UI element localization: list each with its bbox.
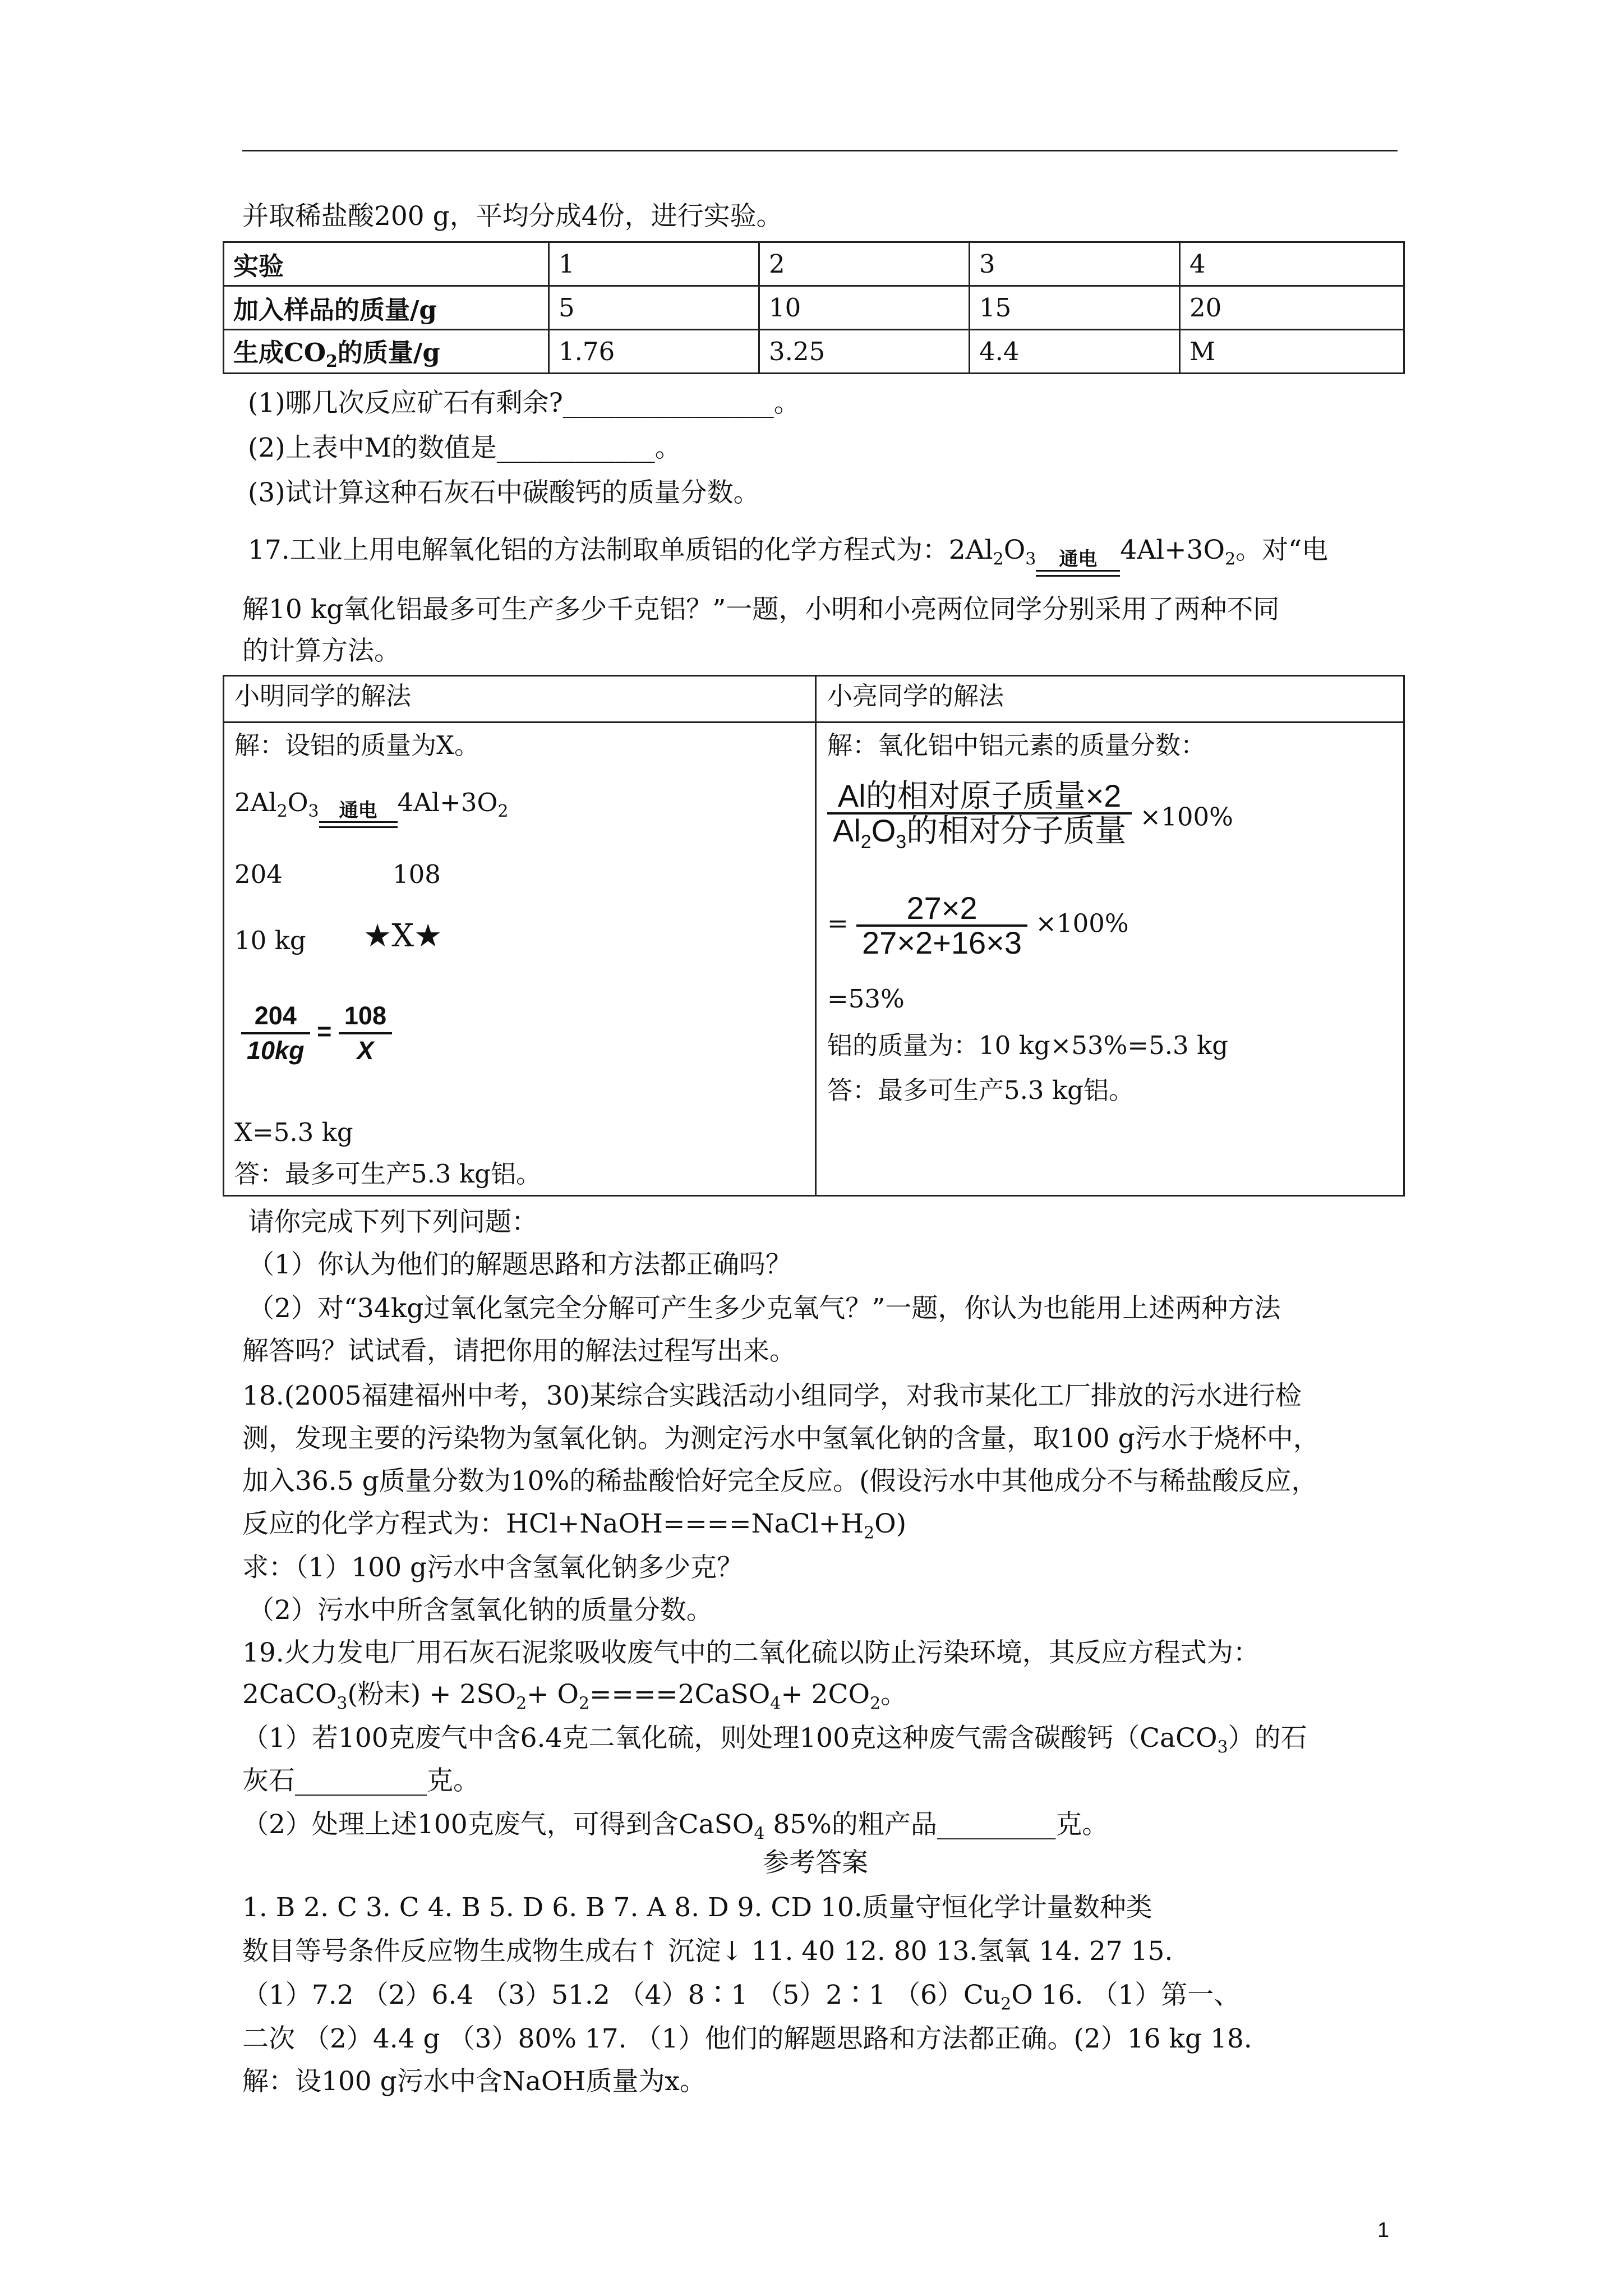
q16-line: (2)上表中M的数值是____________。 — [248, 432, 681, 463]
xiaoliang-result: =53% — [827, 984, 905, 1014]
table-cell: 15 — [970, 286, 1180, 330]
xiaoming-mass: 204 — [234, 859, 283, 889]
table-cell: 5 — [549, 286, 759, 330]
q18-line: 测，发现主要的污染物为氢氧化钠。为测定污水中氢氧化钠的含量，取100 g污水于烧杯中， — [242, 1423, 1320, 1454]
table-cell: M — [1180, 330, 1404, 374]
q17-after-line: 解答吗？试试看，请把你用的解法过程写出来。 — [242, 1336, 796, 1366]
q16-line: (1)哪几次反应矿石有剩余?________________。 — [248, 388, 800, 418]
q18-after-line: （2）污水中所含氢氧化钠的质量分数。 — [248, 1595, 713, 1626]
table-row — [224, 330, 1404, 374]
q18-after-line: 求：（1）100 g污水中含氢氧化钠多少克？ — [242, 1552, 744, 1583]
xiaoming-mass: 108 — [393, 859, 441, 889]
q18-line: 加入36.5 g质量分数为10%的稀盐酸恰好完全反应。(假设污水中其他成分不与稀盐酸反应， — [242, 1466, 1318, 1497]
q19-line: 灰石__________克。 — [242, 1765, 479, 1796]
solution-header-right: 小亮同学的解法 — [827, 681, 1004, 711]
q18-equation: 反应的化学方程式为：$HCl+NaOH====NaCl+H_2O$) — [242, 1508, 907, 1543]
table-cell: 10 — [759, 286, 970, 330]
reaction-arrow: 通电 — [1036, 549, 1120, 577]
table-cell: 加入样品的质量/g — [224, 286, 549, 330]
table-cell: 生成$CO_2$的质量/g — [224, 330, 549, 374]
xiaoliang-fraction1: $\frac{\text{Al的相对原子质量×2}}{Al_2O_3的相对分子质量}$ ×100% — [827, 780, 1233, 858]
q18-line: 18.(2005福建福州中考，30)某综合实践活动小组同学，对我市某化工厂排放的污水进行检 — [242, 1381, 1302, 1411]
xiaoliang-answer: 答：最多可生产5.3 kg铝。 — [827, 1075, 1134, 1105]
table-cell: 20 — [1180, 286, 1404, 330]
table-cell: 1.76 — [549, 330, 759, 374]
xiaoming-unknown: ★X★ — [363, 918, 442, 954]
xiaoming-proportion: $\frac{204}{10kg}$ = $\frac{108}{X}$ — [241, 1000, 392, 1067]
q19-equation: 2CaCO$_3$(粉末) + $2SO_2+$ $O_2====2CaSO_4+ 2CO_2$。 — [242, 1679, 907, 1714]
table-cell: 2 — [759, 242, 970, 286]
answers-line: 二次 （2）4.4 g （3）80% 17. （1）他们的解题思路和方法都正确。(2）16 kg 18. — [242, 2023, 1252, 2054]
table-cell: 3.25 — [759, 330, 970, 374]
q19-line: （1）若100克废气中含6.4克二氧化硫，则处理100克这种废气需含碳酸钙（CaCO$_3$）的石 — [242, 1723, 1307, 1757]
q17-after-line: 请你完成下列下列问题： — [248, 1207, 538, 1237]
q17-after-line: （2）对“34kg过氧化氢完全分解可产生多少克氧气？”一题，你认为也能用上述两种方法 — [248, 1293, 1281, 1324]
intro-line: 并取稀盐酸200 g，平均分成4份，进行实验。 — [242, 201, 783, 232]
experiment-table — [223, 241, 1405, 374]
answers-line: （1）7.2 （2）6.4 （3）51.2 （4）8∶1 （5）2∶1 $(6)Cu_2O$ 16. （1）第一、 — [242, 1980, 1241, 2014]
xiaoliang-line: 解：氧化铝中铝元素的质量分数： — [827, 730, 1206, 760]
solution-header-left: 小明同学的解法 — [234, 681, 412, 711]
reaction-arrow: 通电 — [319, 800, 398, 828]
header-rule — [242, 150, 1398, 151]
q17-line1: 17.工业上用电解氧化铝的方法制取单质铝的化学方程式为：$2Al_2O_3$ 通电 $4Al+3O_2$。对“电 — [248, 533, 1328, 577]
table-cell: 1 — [549, 242, 759, 286]
q17-after-line: （1）你认为他们的解题思路和方法都正确吗？ — [248, 1249, 792, 1280]
xiaoming-line: 解：设铝的质量为X。 — [234, 730, 480, 760]
table-cell: 4.4 — [970, 330, 1180, 374]
answers-line: 数目等号条件反应物生成物生成右↑ 沉淀↓ 11. 40 12. 80 13.氢氧 14. 27 15. — [242, 1936, 1173, 1967]
page-number: 1 — [1377, 2219, 1390, 2242]
answers-title: 参考答案 — [763, 1847, 868, 1878]
q19-line: （2）处理上述100克废气，可得到含CaSO$_4$ 85%的粗产品_________克。 — [242, 1809, 1109, 1844]
table-cell: 实验 — [224, 242, 549, 286]
xiaoming-result: X=5.3 kg — [234, 1117, 353, 1147]
xiaoming-answer: 答：最多可生产5.3 kg铝。 — [234, 1159, 541, 1189]
table-row — [224, 286, 1404, 330]
answers-line: 1. B 2. C 3. C 4. B 5. D 6. B 7. A 8. D 9. CD 10.质量守恒化学计量数种类 — [242, 1892, 1152, 1923]
table-row — [224, 242, 1404, 286]
xiaoliang-fraction2: = $\frac{27\times 2}{27\times 2+16\times 3}$ ×100% — [827, 890, 1129, 960]
answers-line: 解：设100 g污水中含NaOH质量为x。 — [242, 2066, 706, 2097]
table-cell: 4 — [1180, 242, 1404, 286]
q17-line2: 解10 kg氧化铝最多可生产多少千克铝？”一题，小明和小亮两位同学分别采用了两种不同 — [242, 594, 1280, 625]
q17-line3: 的计算方法。 — [242, 636, 400, 666]
q19-line: 19.火力发电厂用石灰石泥浆吸收废气中的二氧化硫以防止污染环境，其反应方程式为： — [242, 1637, 1260, 1668]
q16-line: (3)试计算这种石灰石中碳酸钙的质量分数。 — [248, 477, 760, 508]
xiaoming-equation: $2Al_2O_3$ 通电 $4Al+3O_2$ — [234, 786, 508, 828]
xiaoming-given: 10 kg — [234, 926, 306, 955]
xiaoliang-mass: 铝的质量为：10 kg×53%=5.3 kg — [827, 1030, 1229, 1060]
table-cell: 3 — [970, 242, 1180, 286]
